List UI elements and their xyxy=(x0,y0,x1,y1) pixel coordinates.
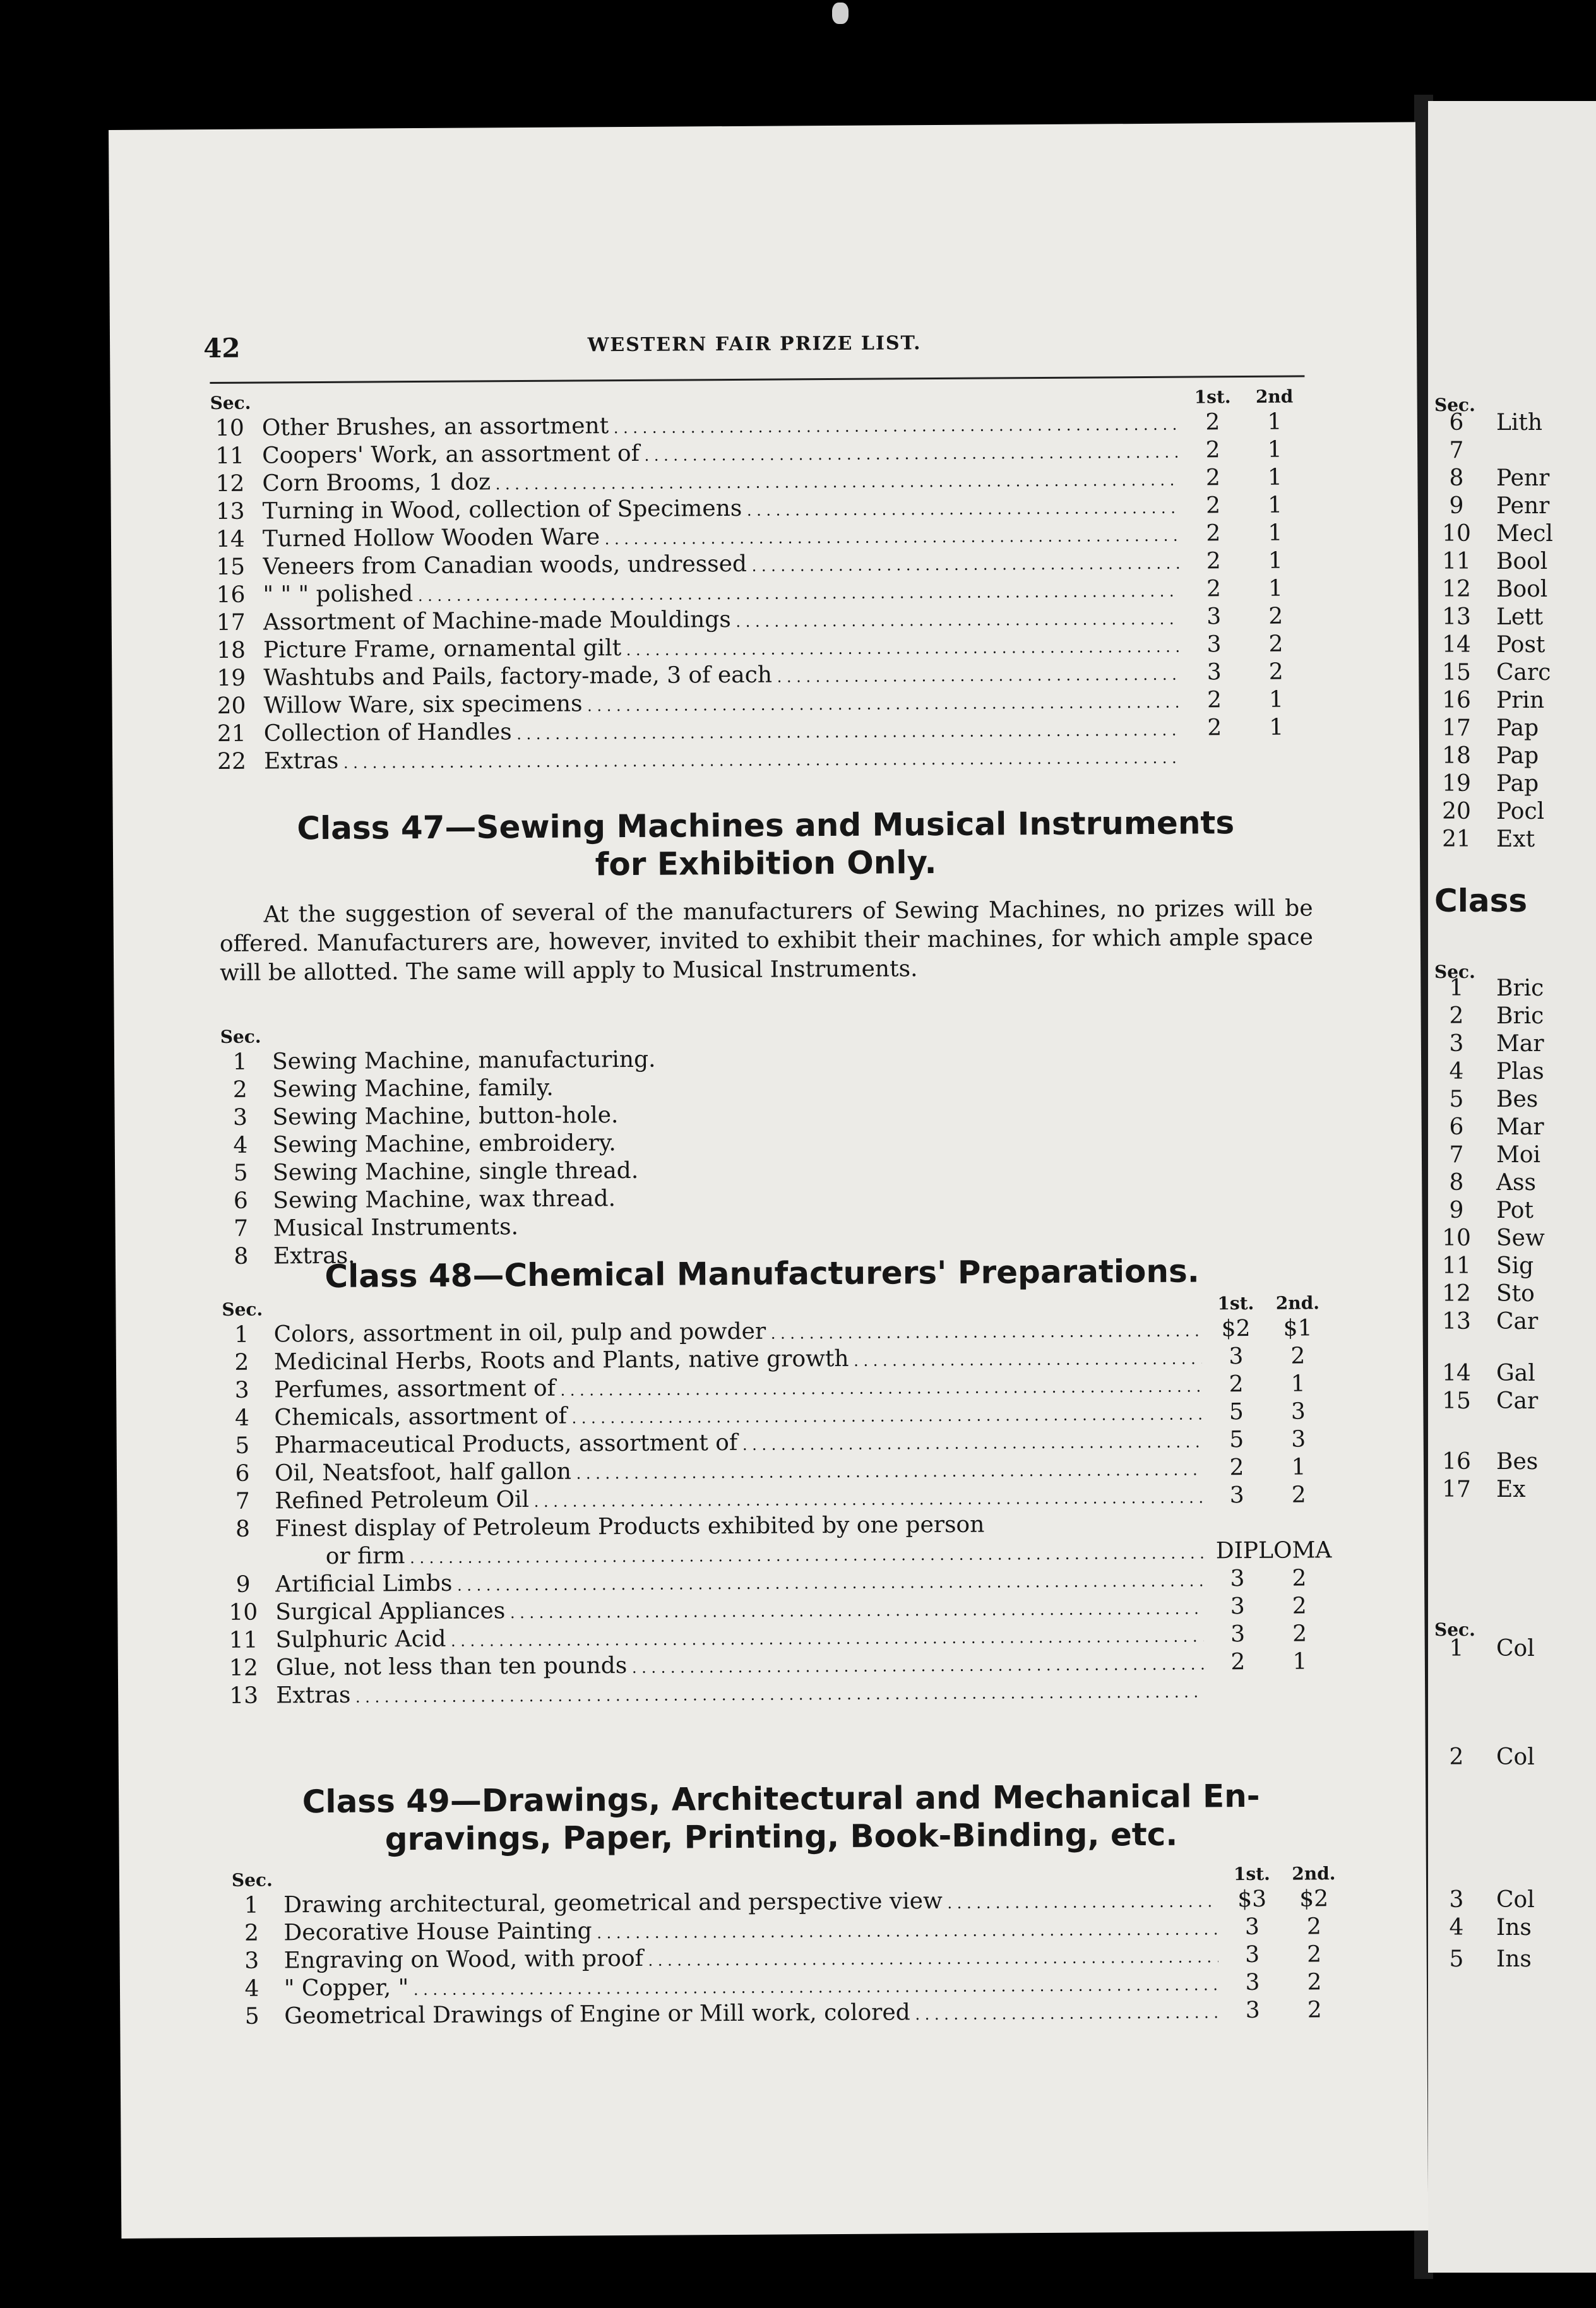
entry-description: Artificial Limbs . . . xyxy=(275,1565,1203,1600)
next-page-sec: 4 xyxy=(1449,1915,1464,1941)
next-page-line xyxy=(1428,1448,1538,1476)
next-page-sec: 2 xyxy=(1449,1744,1464,1770)
second-prize: 1 xyxy=(1268,686,1284,713)
next-page-sec: 16 xyxy=(1442,687,1471,713)
first-prize: 2 xyxy=(1205,465,1220,491)
entry-description: " Copper, " . . . xyxy=(284,1969,1218,2004)
entry-description: Sewing Machine, manufacturing. xyxy=(271,1046,656,1075)
first-prize: $2 xyxy=(1221,1315,1251,1342)
next-page-sec: 19 xyxy=(1442,771,1471,797)
next-page-sec: 18 xyxy=(1442,743,1471,769)
entry-description: Refined Petroleum Oil . . . xyxy=(275,1482,1203,1517)
next-page-text: Mar xyxy=(1496,1114,1544,1140)
next-page-line xyxy=(1428,1886,1535,1914)
next-page-line xyxy=(1428,437,1496,465)
sec-number: 4 xyxy=(244,1975,259,2002)
next-page-sec: 8 xyxy=(1449,465,1464,491)
next-page-sec: 10 xyxy=(1442,1225,1471,1251)
next-page-sec: 15 xyxy=(1442,660,1471,686)
next-page-text: Bric xyxy=(1496,1003,1544,1029)
next-page-text: Ass xyxy=(1496,1170,1536,1196)
next-page-line xyxy=(1428,604,1543,631)
next-page-sec: 17 xyxy=(1442,1477,1471,1502)
table-row xyxy=(212,741,1307,776)
sec-number: 18 xyxy=(217,637,246,663)
next-page-line xyxy=(1428,1225,1545,1252)
second-prize: 3 xyxy=(1290,1398,1306,1425)
sec-number: 13 xyxy=(229,1682,259,1709)
sec-number: 5 xyxy=(235,1432,250,1459)
next-page-line xyxy=(1428,1388,1538,1415)
entry-description: Glue, not less than ten pounds . . . xyxy=(276,1648,1204,1684)
next-page-sec: 6 xyxy=(1449,1114,1464,1140)
next-page-line xyxy=(1428,1086,1538,1114)
next-page-text: Sew xyxy=(1496,1225,1545,1251)
second-prize: 1 xyxy=(1290,1371,1306,1397)
entry-description: Sewing Machine, single thread. xyxy=(272,1157,639,1186)
first-prize: 3 xyxy=(1206,659,1222,686)
header-rule xyxy=(210,375,1304,384)
next-page-line xyxy=(1428,520,1553,548)
sec-number: 20 xyxy=(217,693,246,719)
second-prize: 2 xyxy=(1292,1593,1307,1619)
entry-description: Extras . . . xyxy=(276,1676,1204,1711)
next-page-text: Car xyxy=(1496,1309,1539,1335)
sec-number: 17 xyxy=(216,609,246,636)
next-page-sec: 13 xyxy=(1442,1309,1471,1335)
entry-description: Washtubs and Pails, factory-made, 3 of each . . . xyxy=(263,659,1180,694)
class-49-heading xyxy=(225,1776,1338,1859)
next-page-line xyxy=(1428,1252,1533,1280)
next-page-sec: 8 xyxy=(1449,1170,1464,1196)
first-prize: 2 xyxy=(1229,1454,1244,1481)
sec-label: Sec. xyxy=(210,392,251,414)
first-prize-header: 1st. xyxy=(1194,386,1231,408)
sec-number: 14 xyxy=(215,526,245,552)
sec-number: 3 xyxy=(234,1377,249,1403)
next-page-line xyxy=(1428,1744,1535,1771)
next-page-text: Mecl xyxy=(1496,521,1553,547)
first-prize: 3 xyxy=(1206,631,1222,658)
page-number: 42 xyxy=(203,332,241,364)
first-prize: 2 xyxy=(1206,520,1221,547)
next-page-sec: 10 xyxy=(1442,521,1471,547)
next-page-sec: 16 xyxy=(1442,1449,1471,1475)
sec-number: 12 xyxy=(229,1655,258,1681)
first-prize-header: 1st. xyxy=(1233,1863,1270,1885)
next-page-line xyxy=(1428,576,1547,604)
next-page-text: Lith xyxy=(1496,410,1543,436)
next-page-sec-label: Sec. xyxy=(1434,395,1475,415)
first-prize xyxy=(1205,1509,1268,1510)
second-prize: 2 xyxy=(1292,1621,1307,1647)
table-class-47 xyxy=(220,1019,1310,1271)
next-page-text: Penr xyxy=(1496,493,1550,519)
entry-description: Finest display of Petroleum Products exhibited by one person xyxy=(275,1511,985,1542)
sec-number: 11 xyxy=(229,1627,258,1653)
sec-number: 6 xyxy=(233,1187,248,1214)
next-page-sec: 14 xyxy=(1442,632,1471,658)
first-prize: 2 xyxy=(1206,492,1221,519)
first-prize: 2 xyxy=(1206,687,1222,713)
next-page-line xyxy=(1428,1002,1544,1030)
second-prize: 2 xyxy=(1292,1565,1307,1591)
entry-description: Sewing Machine, wax thread. xyxy=(273,1186,616,1214)
class-49-heading-line1: Class 49—Drawings, Architectural and Mechanical En- xyxy=(302,1777,1260,1821)
first-prize: 5 xyxy=(1229,1399,1244,1425)
second-prize xyxy=(1246,741,1307,742)
next-page-line xyxy=(1428,1169,1536,1197)
class-47-paragraph: At the suggestion of several of the manufacturers of Sewing Machines, no prizes will be offered. Manufacturers are, however, invited to exhibit their machines, for which ample space will be allotted. The same will apply to Musical Instruments. xyxy=(219,895,1313,986)
second-prize: 1 xyxy=(1269,714,1284,741)
second-prize: 1 xyxy=(1268,547,1283,574)
next-page-sec: 1 xyxy=(1449,975,1464,1001)
next-page-text: Ex xyxy=(1496,1477,1526,1502)
table-woodware xyxy=(210,385,1307,776)
entry-description: Sewing Machine, button-hole. xyxy=(272,1102,619,1131)
dust-speck xyxy=(832,3,849,24)
sec-label: Sec. xyxy=(231,1869,273,1891)
next-page-line xyxy=(1428,1280,1535,1308)
first-prize: 2 xyxy=(1229,1371,1244,1398)
next-page-line xyxy=(1428,1360,1535,1388)
second-prize: 3 xyxy=(1291,1426,1306,1453)
next-page-text: Pot xyxy=(1496,1198,1533,1223)
next-page-text: Col xyxy=(1496,1887,1535,1913)
first-prize: $3 xyxy=(1237,1886,1267,1913)
next-page-sec: 11 xyxy=(1442,1253,1471,1279)
next-page-line xyxy=(1428,798,1544,826)
first-prize: 3 xyxy=(1245,1997,1260,2024)
first-prize: 3 xyxy=(1244,1913,1260,1941)
second-prize: 2 xyxy=(1268,631,1283,657)
table-row xyxy=(232,1996,1345,2031)
sec-number: 4 xyxy=(233,1132,248,1158)
entry-description: Engraving on Wood, with proof . . . xyxy=(284,1941,1218,1977)
next-page-sec-label: Sec. xyxy=(1434,961,1475,982)
next-page-text: Pap xyxy=(1496,771,1539,797)
first-prize: 2 xyxy=(1205,409,1220,436)
sec-number: 3 xyxy=(232,1104,248,1131)
sec-number: 5 xyxy=(244,2003,259,2030)
entry-description: Sulphuric Acid . . . xyxy=(275,1621,1203,1656)
class-47-heading-line1: Class 47—Sewing Machines and Musical Instruments xyxy=(297,804,1235,847)
next-page-sec-label: Sec. xyxy=(1434,1619,1475,1640)
next-page-line xyxy=(1428,548,1547,576)
sec-number: 11 xyxy=(215,443,245,469)
sec-number: 19 xyxy=(217,665,246,691)
sec-number: 10 xyxy=(215,415,244,441)
entry-description: Pharmaceutical Products, assortment of . . . xyxy=(275,1426,1203,1461)
table-class-48 xyxy=(222,1292,1330,1710)
first-prize: 2 xyxy=(1207,715,1222,741)
sec-number: 1 xyxy=(232,1049,247,1075)
second-prize: 2 xyxy=(1307,1941,1322,1968)
next-page-text: Bric xyxy=(1496,975,1544,1001)
second-prize: 1 xyxy=(1267,408,1282,435)
entry-description: Sewing Machine, family. xyxy=(272,1074,554,1103)
sec-number: 15 xyxy=(216,554,246,580)
sec-number: 8 xyxy=(235,1516,251,1542)
sec-number: 8 xyxy=(234,1243,249,1270)
next-page-text: Col xyxy=(1496,1744,1535,1770)
next-page-sec: 3 xyxy=(1449,1887,1464,1913)
next-page-text: Plas xyxy=(1496,1059,1544,1085)
second-prize: 2 xyxy=(1306,1913,1321,1940)
next-page-fragment xyxy=(1428,101,1596,2273)
first-prize: DIPLOMA xyxy=(1215,1537,1332,1564)
sec-number: 2 xyxy=(244,1920,259,1946)
next-page-sec: 17 xyxy=(1442,715,1471,741)
next-page-sec: 14 xyxy=(1442,1360,1471,1386)
page xyxy=(109,122,1428,2239)
running-header xyxy=(203,326,1306,371)
entry-description: Medicinal Herbs, Roots and Plants, native growth . . . xyxy=(274,1343,1202,1378)
first-prize: 2 xyxy=(1206,576,1222,602)
next-page-sec: 3 xyxy=(1449,1031,1464,1057)
second-prize: 2 xyxy=(1268,658,1283,685)
class-48-heading: Class 48—Chemical Manufacturers' Preparations. xyxy=(325,1252,1200,1295)
sec-number: 1 xyxy=(234,1321,249,1348)
second-prize: 2 xyxy=(1268,603,1283,629)
entry-description: Other Brushes, an assortment . . . xyxy=(262,409,1179,444)
next-page-text: Bool xyxy=(1496,576,1548,602)
entry-description: Drawing architectural, geometrical and perspective view . . . xyxy=(283,1886,1218,1921)
next-page-sec: 11 xyxy=(1442,549,1471,574)
next-page-text: Pap xyxy=(1496,743,1539,769)
next-page-text: Prin xyxy=(1496,687,1545,713)
entry-description: Turned Hollow Wooden Ware . . . xyxy=(263,520,1179,556)
next-page-sec: 1 xyxy=(1449,1636,1464,1662)
next-page-line xyxy=(1428,826,1535,854)
entry-description: Sewing Machine, embroidery. xyxy=(272,1130,616,1158)
entry-description: " " " polished . . . xyxy=(263,576,1179,611)
entry-description: Surgical Appliances . . . xyxy=(275,1593,1203,1628)
second-prize: 1 xyxy=(1268,575,1283,602)
next-page-line xyxy=(1428,742,1539,770)
running-title: WESTERN FAIR PRIZE LIST. xyxy=(587,332,922,357)
sec-number: 5 xyxy=(233,1160,248,1186)
next-page-sec: 12 xyxy=(1442,1281,1471,1307)
next-page-sec: 9 xyxy=(1449,1198,1464,1223)
next-page-line xyxy=(1428,465,1549,492)
sec-number: 4 xyxy=(234,1405,250,1431)
next-page-text: Carc xyxy=(1496,660,1551,686)
next-page-text: Mar xyxy=(1496,1031,1544,1057)
first-prize: 3 xyxy=(1229,1482,1244,1509)
sec-number: 12 xyxy=(215,470,245,497)
next-page-text: Pocl xyxy=(1496,799,1545,824)
next-page-sec: 5 xyxy=(1449,1946,1464,1972)
next-page-sec: 6 xyxy=(1449,410,1464,436)
sec-number: 2 xyxy=(232,1076,247,1103)
second-prize: 2 xyxy=(1291,1482,1306,1508)
entry-description: Picture Frame, ornamental gilt . . . xyxy=(263,631,1180,667)
first-prize: 2 xyxy=(1205,437,1220,463)
next-page-sec: 7 xyxy=(1449,1142,1464,1168)
entry-description: Oil, Neatsfoot, half gallon . . . xyxy=(275,1454,1203,1489)
next-page-sec: 21 xyxy=(1442,826,1471,852)
second-prize-header: 2nd xyxy=(1255,386,1294,407)
next-page-line xyxy=(1428,631,1545,659)
entry-description: Geometrical Drawings of Engine or Mill work, colored . . . xyxy=(284,1997,1218,2032)
next-page-line xyxy=(1428,1308,1538,1336)
first-prize: 3 xyxy=(1230,1621,1246,1648)
next-page-text: Lett xyxy=(1496,604,1544,630)
next-page-sec: 5 xyxy=(1449,1086,1464,1112)
entry-description: Veneers from Canadian woods, undressed . . . xyxy=(263,548,1179,583)
class-49-heading-line2: gravings, Paper, Printing, Book-Binding, etc. xyxy=(384,1816,1178,1858)
next-page-line xyxy=(1428,770,1539,798)
second-prize: 1 xyxy=(1292,1648,1307,1675)
second-prize xyxy=(1270,1675,1330,1676)
next-page-line xyxy=(1428,1197,1533,1225)
sec-number: 7 xyxy=(235,1488,250,1514)
next-page-line xyxy=(1428,975,1544,1002)
next-page-class-fragment: Class xyxy=(1434,883,1528,919)
first-prize: 3 xyxy=(1206,604,1222,630)
next-page-text: Bool xyxy=(1496,549,1548,574)
first-prize: 3 xyxy=(1245,1941,1260,1968)
next-page-line xyxy=(1428,1914,1532,1942)
next-page-text: Pap xyxy=(1496,715,1539,741)
next-page-text: Car xyxy=(1496,1388,1539,1414)
next-page-line xyxy=(1428,1946,1532,1973)
sec-number: 6 xyxy=(235,1460,250,1487)
entry-description: Collection of Handles . . . xyxy=(264,715,1181,750)
sec-label: Sec. xyxy=(222,1299,263,1320)
sec-number: 22 xyxy=(217,748,247,775)
second-prize: 2 xyxy=(1290,1343,1306,1369)
first-prize: 3 xyxy=(1245,1969,1260,1996)
second-prize: 1 xyxy=(1291,1454,1306,1480)
next-page-line xyxy=(1428,1476,1526,1504)
second-prize: 1 xyxy=(1267,436,1282,463)
sec-number: 10 xyxy=(229,1599,258,1626)
second-prize: 1 xyxy=(1267,464,1282,491)
next-page-sec: 2 xyxy=(1449,1003,1464,1029)
next-page-sec: 15 xyxy=(1442,1388,1471,1414)
sec-label: Sec. xyxy=(220,1026,261,1047)
second-prize: $1 xyxy=(1283,1315,1313,1341)
next-page-sec: 13 xyxy=(1442,604,1471,630)
next-page-line xyxy=(1428,687,1544,715)
first-prize: 3 xyxy=(1229,1343,1244,1370)
next-page-text: Bes xyxy=(1496,1449,1539,1475)
table-class-49 xyxy=(232,1862,1345,2031)
next-page-line xyxy=(1428,409,1542,437)
next-page-sec: 9 xyxy=(1449,493,1464,519)
sec-number: 3 xyxy=(244,1948,259,1974)
next-page-text: Bes xyxy=(1496,1086,1539,1112)
entry-description: Musical Instruments. xyxy=(273,1214,519,1242)
sec-number: 21 xyxy=(217,720,246,747)
second-prize-header: 2nd. xyxy=(1292,1863,1336,1884)
entry-description: Willow Ware, six specimens . . . xyxy=(263,687,1180,722)
next-page-text: Col xyxy=(1496,1636,1535,1662)
first-prize: 3 xyxy=(1230,1566,1245,1592)
entry-description: or firm . . . xyxy=(275,1537,1203,1573)
first-prize: 2 xyxy=(1230,1649,1246,1675)
second-prize-header: 2nd. xyxy=(1275,1292,1320,1314)
next-page-text: Gal xyxy=(1496,1360,1535,1386)
next-page-sec: 12 xyxy=(1442,576,1471,602)
next-page-line xyxy=(1428,1030,1544,1058)
entry-description: Extras . . . xyxy=(264,742,1181,778)
next-page-line xyxy=(1428,659,1551,687)
sec-number: 7 xyxy=(234,1215,249,1242)
entry-description: Corn Brooms, 1 doz . . . xyxy=(262,465,1179,500)
sec-number: 2 xyxy=(234,1349,249,1376)
second-prize: 2 xyxy=(1307,1997,1322,2023)
next-page-line xyxy=(1428,1114,1544,1141)
next-page-text: Ins xyxy=(1496,1915,1532,1941)
second-prize: $2 xyxy=(1299,1886,1329,1912)
second-prize: 1 xyxy=(1268,492,1283,518)
sec-number: 13 xyxy=(215,498,245,525)
next-page-sec: 4 xyxy=(1449,1059,1464,1085)
second-prize: 2 xyxy=(1307,1969,1322,1996)
next-page-line xyxy=(1428,1058,1544,1086)
entry-description: Turning in Wood, collection of Specimens . . . xyxy=(263,492,1179,528)
next-page-text: Ins xyxy=(1496,1946,1532,1972)
sec-number: 9 xyxy=(235,1571,251,1598)
entry-description: Chemicals, assortment of . . . xyxy=(274,1398,1202,1434)
first-prize: 5 xyxy=(1229,1427,1244,1453)
next-page-sec: 20 xyxy=(1442,799,1471,824)
next-page-sec: 7 xyxy=(1449,437,1464,463)
next-page-text: Sig xyxy=(1496,1253,1534,1279)
entry-description: Coopers' Work, an assortment of . . . xyxy=(262,437,1179,472)
table-row xyxy=(224,1675,1330,1710)
next-page-text: Post xyxy=(1496,632,1545,658)
next-page-line xyxy=(1428,1141,1540,1169)
entry-description: Extras. xyxy=(273,1242,355,1270)
entry-description: Decorative House Painting . . . xyxy=(283,1913,1218,1949)
class-47-heading xyxy=(213,803,1319,886)
next-page-line xyxy=(1428,715,1539,742)
next-page-line xyxy=(1428,1635,1535,1663)
entry-description: Perfumes, assortment of . . . xyxy=(274,1371,1202,1406)
next-page-text: Moi xyxy=(1496,1142,1541,1168)
first-prize: 2 xyxy=(1206,548,1221,574)
sec-number: 16 xyxy=(216,581,246,608)
next-page-text: Ext xyxy=(1496,826,1535,852)
next-page-text: Penr xyxy=(1496,465,1550,491)
first-prize: 3 xyxy=(1230,1593,1245,1620)
second-prize: 1 xyxy=(1268,520,1283,546)
next-page-line xyxy=(1428,492,1549,520)
sec-number: 1 xyxy=(244,1892,259,1918)
first-prize-header: 1st. xyxy=(1217,1292,1254,1314)
entry-description: Colors, assortment in oil, pulp and powder . . . xyxy=(274,1315,1202,1350)
class-47-heading-line2: for Exhibition Only. xyxy=(595,844,937,883)
first-prize xyxy=(1206,1676,1270,1677)
next-page-text: Sto xyxy=(1496,1281,1535,1307)
entry-description: Assortment of Machine-made Mouldings . . . xyxy=(263,604,1180,639)
